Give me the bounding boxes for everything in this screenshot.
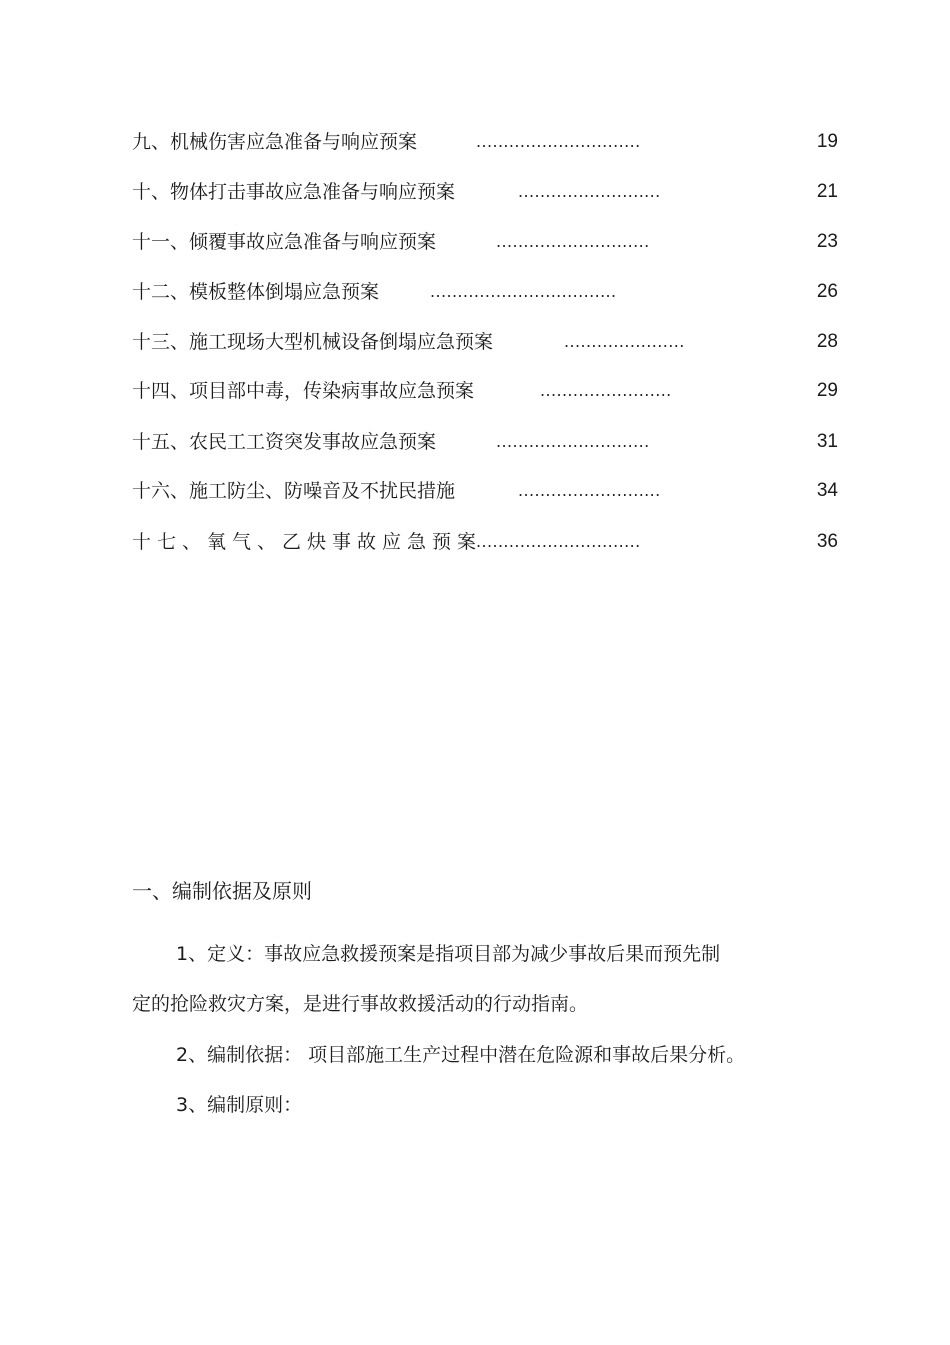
toc-entry-title: 十、物体打击事故应急准备与响应预案 <box>132 181 456 203</box>
toc-entry-leader: ...................... <box>564 332 685 351</box>
toc-entry-title: 九、机械伤害应急准备与响应预案 <box>132 131 418 153</box>
definition-paragraph-line-1: 1、定义：事故应急救援预案是指项目部为减少事故后果而预先制 <box>176 943 721 965</box>
toc-entry-page: 31 <box>816 431 838 452</box>
toc-entry-page: 29 <box>816 380 838 401</box>
definition-paragraph-line-2: 定的抢险救灾方案，是进行事故救援活动的行动指南。 <box>132 993 589 1015</box>
toc-entry-page: 36 <box>816 531 838 552</box>
toc-entry-title: 十二、模板整体倒塌应急预案 <box>132 281 380 303</box>
toc-entry <box>132 177 838 207</box>
basis-paragraph: 2、编制依据： 项目部施工生产过程中潜在危险源和事故后果分析。 <box>176 1044 746 1066</box>
toc-entry-leader: .................................. <box>430 282 617 301</box>
toc-entry-title: 十六、施工防尘、防噪音及不扰民措施 <box>132 480 456 502</box>
toc-entry-page: 28 <box>816 331 838 352</box>
toc-entry-leader: .............................. <box>476 132 641 151</box>
toc-entry <box>132 427 838 457</box>
toc-entry <box>132 527 838 557</box>
section-heading: 一、编制依据及原则 <box>132 879 312 903</box>
toc-entry <box>132 277 838 307</box>
toc-entry-title: 十一、倾覆事故应急准备与响应预案 <box>132 231 437 253</box>
principles-paragraph: 3、编制原则： <box>176 1094 303 1116</box>
toc-entry-page: 21 <box>816 181 838 202</box>
toc-entry-leader: .......................... <box>518 182 661 201</box>
toc-entry-leader: ............................ <box>496 432 650 451</box>
toc-entry-page: 23 <box>816 231 838 252</box>
toc-entry-page: 19 <box>816 131 838 152</box>
toc-entry-page: 26 <box>816 281 838 302</box>
toc-entry-page: 34 <box>816 480 838 501</box>
toc-entry-title: 十七、氧气、乙炔事故应急预案 <box>132 531 483 553</box>
toc-entry <box>132 227 838 257</box>
toc-entry <box>132 476 838 506</box>
toc-entry-leader: .............................. <box>476 532 641 551</box>
toc-entry-leader: .......................... <box>518 481 661 500</box>
toc-entry-title: 十四、项目部中毒，传染病事故应急预案 <box>132 380 475 402</box>
toc-entry-title: 十三、施工现场大型机械设备倒塌应急预案 <box>132 331 494 353</box>
toc-entry-leader: ........................ <box>540 381 672 400</box>
toc-entry-title: 十五、农民工工资突发事故应急预案 <box>132 431 437 453</box>
toc-entry <box>132 327 838 357</box>
table-of-contents <box>0 0 950 560</box>
toc-entry-leader: ............................ <box>496 232 650 251</box>
toc-entry <box>132 376 838 406</box>
toc-entry <box>132 127 838 157</box>
